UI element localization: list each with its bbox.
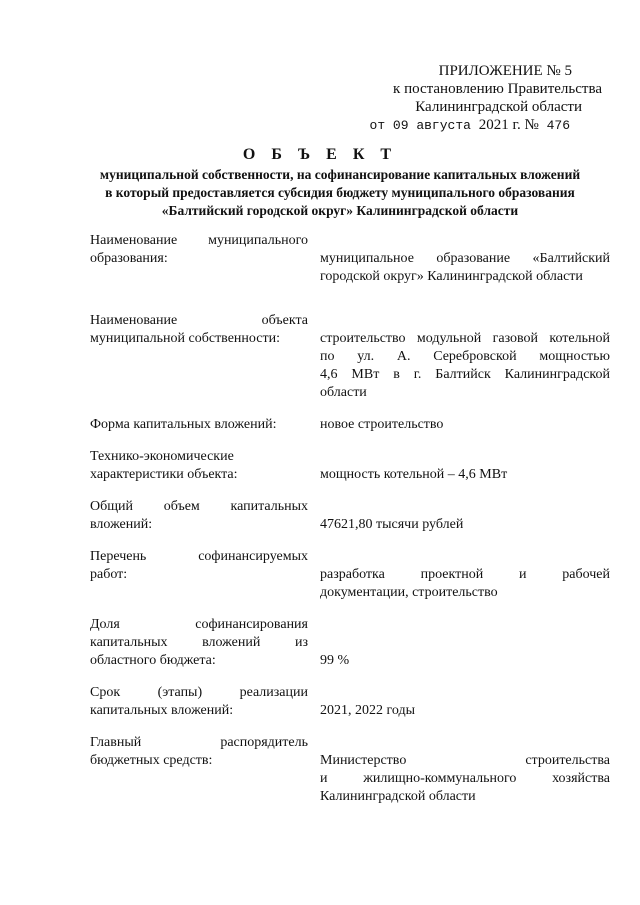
label-line: работ:: [90, 567, 128, 582]
row-value: [320, 416, 610, 434]
row-budget-manager: [90, 734, 610, 806]
value-line: 4,6 МВт в г. Балтийск Калининградской: [320, 367, 610, 382]
row-object-name: [90, 312, 610, 402]
label-line: Главный распорядитель: [90, 735, 308, 750]
document-title: О Б Ъ Е К Т: [242, 146, 398, 163]
appendix-block: [302, 62, 602, 135]
row-investment-form: [90, 416, 610, 434]
value-line: разработка проектной и рабочей: [320, 567, 610, 582]
row-label: [90, 416, 308, 434]
label-line: Срок (этапы) реализации: [90, 685, 308, 700]
value-line: 47621,80 тысячи рублей: [320, 517, 464, 532]
subtitle-line: «Балтийский городской округ» Калининградской области: [161, 203, 519, 218]
row-value: [320, 498, 610, 534]
label-line: Технико-экономические: [90, 449, 234, 464]
label-line: образования:: [90, 251, 168, 266]
row-label: [90, 498, 308, 534]
value-line: документации, строительство: [320, 585, 498, 600]
value-line: городской округ» Калининградской области: [320, 269, 583, 284]
row-municipality: [90, 232, 610, 286]
row-value: [320, 232, 610, 286]
appendix-title: ПРИЛОЖЕНИЕ № 5: [438, 63, 572, 79]
appendix-year: 2021 г. №: [478, 117, 539, 133]
appendix-region: Калининградской области: [415, 99, 582, 115]
label-line: муниципальной собственности:: [90, 331, 280, 346]
row-technical-characteristics: [90, 448, 610, 484]
row-value: [320, 616, 610, 670]
label-line: Форма капитальных вложений:: [90, 417, 277, 432]
row-label: [90, 448, 308, 484]
label-line: вложений:: [90, 517, 153, 532]
label-line: капитальных вложений из: [90, 635, 308, 650]
row-value: [320, 548, 610, 602]
value-line: мощность котельной – 4,6 МВт: [320, 467, 508, 482]
label-line: областного бюджета:: [90, 653, 216, 668]
value-line: области: [320, 385, 367, 400]
label-line: Перечень софинансируемых: [90, 549, 308, 564]
row-label: [90, 684, 308, 720]
label-line: Наименование объекта: [90, 313, 308, 328]
row-label: [90, 616, 308, 670]
row-label: [90, 548, 308, 602]
label-line: характеристики объекта:: [90, 467, 238, 482]
row-value: [320, 734, 610, 806]
appendix-date: от 09 августа: [369, 118, 471, 133]
row-cofinanced-works: [90, 548, 610, 602]
value-line: 99 %: [320, 653, 350, 668]
label-line: Наименование муниципального: [90, 233, 308, 248]
value-line: Калининградской области: [320, 789, 476, 804]
row-implementation-period: [90, 684, 610, 720]
document-subtitle: [60, 166, 620, 220]
appendix-reference: к постановлению Правительства: [393, 81, 602, 97]
row-value: [320, 448, 610, 484]
value-line: и жилищно-коммунального хозяйства: [320, 771, 610, 786]
subtitle-line: муниципальной собственности, на софинансирование капитальных вложений: [99, 167, 581, 182]
value-line: 2021, 2022 годы: [320, 703, 416, 718]
value-line: муниципальное образование «Балтийский: [320, 251, 610, 266]
value-line: новое строительство: [320, 417, 444, 432]
label-line: бюджетных средств:: [90, 753, 213, 768]
row-total-volume: [90, 498, 610, 534]
value-line: строительство модульной газовой котельной: [320, 331, 610, 346]
row-cofinancing-share: [90, 616, 610, 670]
label-line: Доля софинансирования: [90, 617, 308, 632]
row-label: [90, 312, 308, 402]
subtitle-line: в который предоставляется субсидия бюджету муниципального образования: [105, 185, 575, 200]
label-line: Общий объем капитальных: [90, 499, 308, 514]
object-details: [90, 232, 610, 806]
label-line: капитальных вложений:: [90, 703, 234, 718]
value-line: Министерство строительства: [320, 753, 610, 768]
row-value: [320, 684, 610, 720]
row-value: [320, 312, 610, 402]
row-label: [90, 232, 308, 286]
appendix-number: 476: [546, 118, 570, 133]
value-line: по ул. А. Серебровской мощностью: [320, 349, 610, 364]
appendix-date-line: [302, 116, 570, 135]
row-label: [90, 734, 308, 806]
